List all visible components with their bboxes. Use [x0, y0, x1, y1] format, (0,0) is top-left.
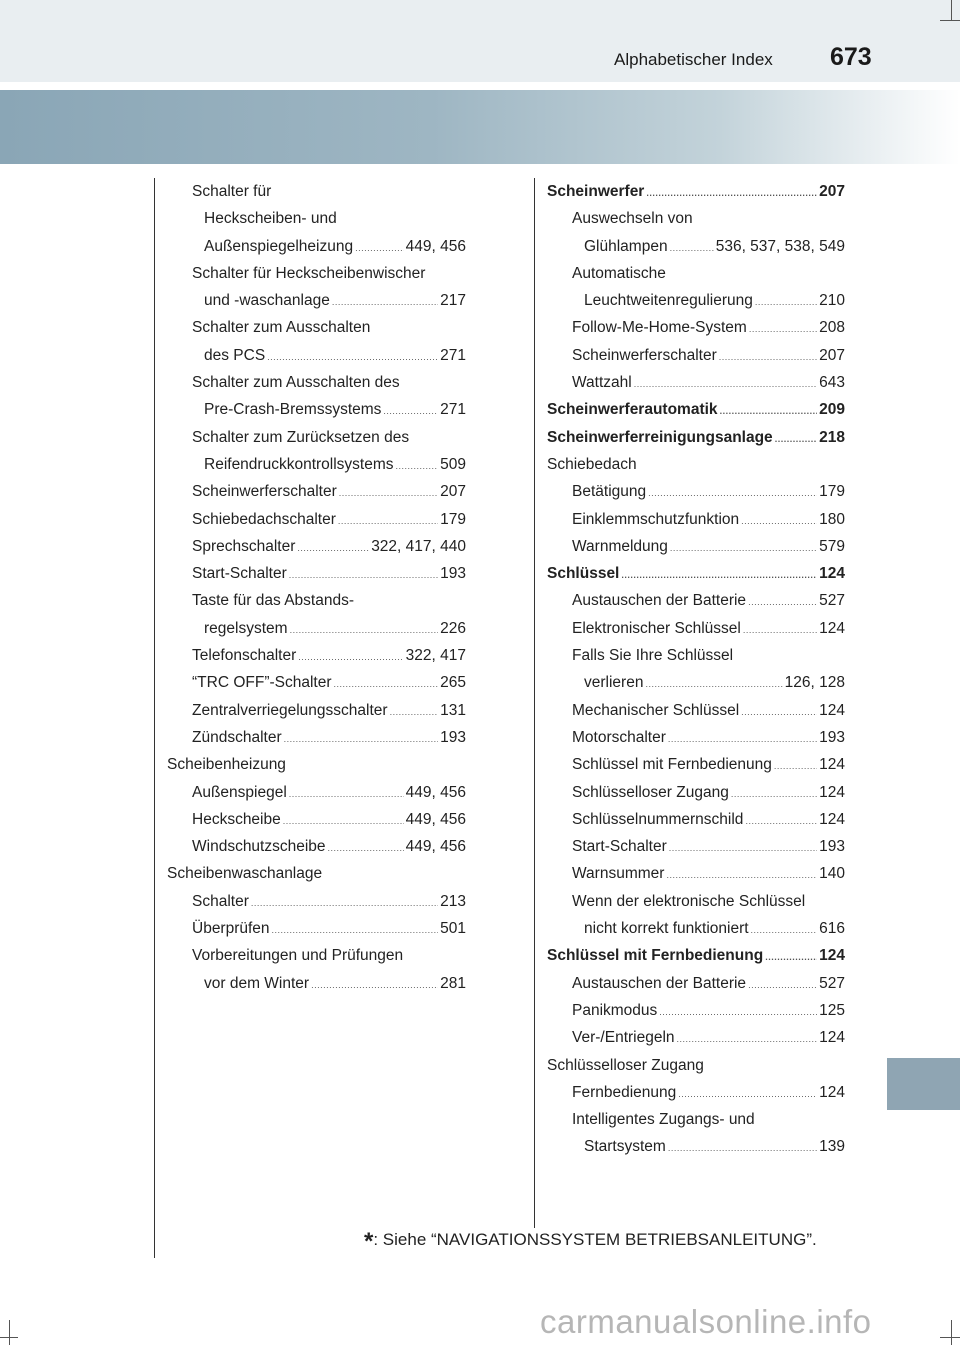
- index-entry-term: vor dem Winter: [204, 974, 310, 992]
- footnote-star: *: [364, 1228, 374, 1255]
- index-entry-page: 124: [819, 619, 845, 637]
- index-entry: [167, 642, 466, 669]
- index-entry-leader: [334, 671, 439, 698]
- index-entry-term: Vorbereitungen und Prüfungen: [192, 947, 404, 965]
- index-entry-page: 207: [819, 183, 845, 200]
- index-entry-page: 193: [440, 565, 466, 583]
- index-entry-term: Zündschalter: [192, 728, 282, 746]
- index-entry-term: Warnmeldung: [572, 537, 668, 555]
- index-entry-page: 125: [819, 1001, 845, 1019]
- index-entry-page: 179: [819, 483, 845, 501]
- index-entry-term: Panikmodus: [572, 1001, 658, 1019]
- index-entry-leader: [390, 699, 439, 726]
- index-entry-term: Scheinwerfer: [547, 183, 645, 200]
- index-entry: [547, 779, 845, 806]
- index-entry-term: Scheinwerferschalter: [572, 346, 717, 364]
- index-entry-term: Schalter zum Ausschalten: [192, 319, 371, 337]
- index-entry-leader: [338, 508, 438, 535]
- footnote-text: : Siehe “NAVIGATIONSSYSTEM BETRIEBSANLEITUNG”.: [373, 1230, 817, 1249]
- center-column-rule: [534, 178, 535, 1228]
- index-entry-term: Startsystem: [584, 1138, 666, 1156]
- index-entry-term: Schalter zum Zurücksetzen des: [192, 428, 410, 446]
- index-entry: [547, 369, 845, 396]
- footnote: [364, 1228, 817, 1256]
- index-entry-term: Ver-/Entriegeln: [572, 1029, 675, 1047]
- index-entry-page: 226: [440, 619, 466, 637]
- index-entry: [547, 478, 845, 505]
- index-entry-term: Scheinwerferreinigungsanlage: [547, 428, 773, 446]
- index-entry: [547, 396, 845, 423]
- index-entry: [167, 587, 466, 614]
- section-tab: [887, 1058, 960, 1110]
- index-entry: [167, 833, 466, 860]
- index-entry-leader: [284, 726, 439, 753]
- index-entry-page: 193: [440, 728, 466, 746]
- crop-mark-bottom-right-h: [940, 1337, 960, 1338]
- index-entry-term: Motorschalter: [572, 728, 666, 746]
- index-entry-term: Schalter: [192, 892, 249, 910]
- index-entry: [167, 615, 466, 642]
- index-entry-page: 322, 417, 440: [371, 537, 466, 555]
- index-entry: [547, 260, 845, 287]
- index-entry-term: Außenspiegel: [192, 783, 287, 801]
- index-entry: [167, 205, 466, 232]
- index-entry: [547, 1052, 845, 1079]
- index-entry-leader: [332, 289, 438, 316]
- index-entry: [167, 779, 466, 806]
- index-entry-page: 218: [819, 428, 845, 446]
- index-entry-leader: [355, 235, 404, 262]
- index-entry-term: “TRC OFF”-Schalter: [192, 674, 332, 692]
- index-entry-leader: [677, 1026, 818, 1053]
- index-entry-page: 536, 537, 538, 549: [715, 237, 845, 255]
- left-column-rule: [154, 178, 155, 1258]
- index-entry: [547, 506, 845, 533]
- index-entry-leader: [311, 972, 438, 999]
- index-entry: [167, 560, 466, 587]
- index-entry: [167, 669, 466, 696]
- index-entry-term: Fernbedienung: [572, 1083, 677, 1101]
- index-entry-leader: [283, 808, 404, 835]
- index-entry-leader: [743, 617, 817, 644]
- index-entry-leader: [774, 753, 817, 780]
- index-entry-leader: [741, 508, 817, 535]
- header-bar: [0, 0, 960, 82]
- index-entry: [167, 506, 466, 533]
- index-entry-page: 124: [819, 947, 845, 965]
- index-entry-page: 193: [819, 838, 845, 856]
- index-entry-term: Scheibenwaschanlage: [167, 865, 323, 883]
- index-entry-page: 207: [819, 346, 845, 364]
- index-entry: [167, 970, 466, 997]
- index-entry: [167, 451, 466, 478]
- index-entry: [547, 888, 845, 915]
- index-entry-leader: [751, 917, 818, 944]
- index-entry-term: Follow-Me-Home-System: [572, 319, 747, 337]
- index-entry-term: Pre-Crash-Bremssystems: [204, 401, 382, 419]
- index-entry: [547, 751, 845, 778]
- index-entry-leader: [720, 398, 818, 425]
- index-entry-page: 124: [819, 1083, 845, 1101]
- index-entry-page: 271: [440, 346, 466, 364]
- crop-mark-bottom-left-h: [0, 1337, 18, 1338]
- index-entry-page: 643: [819, 374, 845, 392]
- index-entry-page: 449, 456: [405, 783, 466, 801]
- index-entry: [167, 806, 466, 833]
- index-entry-term: Start-Schalter: [572, 838, 667, 856]
- index-entry-page: 193: [819, 728, 845, 746]
- index-entry-page: 579: [819, 537, 845, 555]
- index-entry-page: 124: [819, 701, 845, 719]
- index-entry-page: 140: [819, 865, 845, 883]
- index-entry-page: 217: [440, 292, 466, 310]
- index-entry-term: Wenn der elektronische Schlüssel: [572, 892, 806, 910]
- index-entry: [167, 860, 466, 887]
- index-entry-leader: [669, 835, 817, 862]
- index-entry-term: Austauschen der Batterie: [572, 974, 747, 992]
- index-entry-page: 271: [440, 401, 466, 419]
- index-entry-page: 527: [819, 974, 845, 992]
- index-entry-term: Scheibenheizung: [167, 756, 286, 774]
- index-entry-term: Glühlampen: [584, 237, 668, 255]
- index-entry-leader: [339, 480, 438, 507]
- index-entry-term: Auswechseln von: [572, 210, 693, 228]
- index-entry-page: 208: [819, 319, 845, 337]
- index-entry-term: Heckscheibe: [192, 810, 281, 828]
- index-entry-term: nicht korrekt funktioniert: [584, 920, 749, 938]
- index-entry: [167, 396, 466, 423]
- index-entry-page: 322, 417: [405, 647, 466, 665]
- index-entry-leader: [748, 589, 817, 616]
- crop-mark-top-right-h: [940, 20, 960, 21]
- index-entry-page: 616: [819, 920, 845, 938]
- index-entry-page: 124: [819, 783, 845, 801]
- index-entry: [167, 888, 466, 915]
- index-entry-leader: [678, 1081, 817, 1108]
- index-entry-page: 209: [819, 401, 845, 419]
- index-entry-term: des PCS: [204, 346, 266, 364]
- index-entry-page: 131: [440, 701, 466, 719]
- index-entry: [547, 233, 845, 260]
- index-entry-term: und -waschanlage: [204, 292, 330, 310]
- index-entry-term: Start-Schalter: [192, 565, 287, 583]
- index-entry-term: Schiebedach: [547, 455, 637, 473]
- index-entry-term: Schlüsselloser Zugang: [572, 783, 729, 801]
- index-entry-leader: [719, 344, 817, 371]
- index-entry-term: Wattzahl: [572, 374, 632, 392]
- index-entry-leader: [648, 480, 817, 507]
- index-entry-leader: [745, 808, 817, 835]
- index-entry-page: 213: [440, 892, 466, 910]
- index-entry-term: Schalter zum Ausschalten des: [192, 374, 400, 392]
- index-entry: [547, 178, 845, 205]
- index-entry: [167, 697, 466, 724]
- index-entry-term: Reifendruckkontrollsystems: [204, 455, 394, 473]
- index-entry-leader: [290, 617, 439, 644]
- index-entry-term: Schlüsselnummernschild: [572, 810, 744, 828]
- index-entry: [547, 697, 845, 724]
- index-entry: [547, 724, 845, 751]
- index-entry-term: Schlüssel: [547, 565, 620, 583]
- index-entry-term: Falls Sie Ihre Schlüssel: [572, 647, 734, 665]
- index-entry-term: regelsystem: [204, 619, 288, 637]
- index-entry-term: Betätigung: [572, 483, 647, 501]
- index-entry: [547, 314, 845, 341]
- index-entry-leader: [775, 426, 817, 453]
- index-entry: [547, 533, 845, 560]
- index-entry: [167, 233, 466, 260]
- index-entry-leader: [670, 535, 817, 562]
- index-entry-term: Schlüssel mit Fernbedienung: [547, 947, 764, 965]
- index-entry: [547, 342, 845, 369]
- index-entry-page: 509: [440, 455, 466, 473]
- header-title: Alphabetischer Index: [614, 50, 773, 69]
- index-entry-term: Schiebedachschalter: [192, 510, 336, 528]
- index-entry: [547, 587, 845, 614]
- index-entry-leader: [251, 890, 438, 917]
- index-entry: [547, 205, 845, 232]
- index-entry-page: 124: [819, 756, 845, 774]
- index-entry: [167, 751, 466, 778]
- index-entry: [167, 260, 466, 287]
- crop-mark-top-right: [951, 0, 952, 20]
- index-entry-term: Austauschen der Batterie: [572, 592, 747, 610]
- index-entry-leader: [297, 535, 369, 562]
- index-entry-term: Scheinwerferschalter: [192, 483, 337, 501]
- index-right-column: [547, 178, 845, 1161]
- index-entry: [547, 1079, 845, 1106]
- index-entry-term: Außenspiegelheizung: [204, 237, 354, 255]
- index-entry: [547, 860, 845, 887]
- index-entry-leader: [668, 1135, 817, 1162]
- index-entry: [547, 1106, 845, 1133]
- index-entry-page: 124: [819, 810, 845, 828]
- index-entry: [547, 997, 845, 1024]
- index-entry-page: 207: [440, 483, 466, 501]
- index-entry: [547, 1133, 845, 1160]
- index-entry-term: verlieren: [584, 674, 644, 692]
- index-entry-term: Automatische: [572, 264, 666, 282]
- index-entry: [547, 669, 845, 696]
- index-entry: [167, 369, 466, 396]
- index-entry-term: Leuchtweitenregulierung: [584, 292, 753, 310]
- index-entry-leader: [645, 671, 782, 698]
- index-entry-page: 124: [819, 1029, 845, 1047]
- index-entry: [167, 533, 466, 560]
- index-entry-page: 180: [819, 510, 845, 528]
- index-entry-leader: [289, 562, 438, 589]
- index-entry-leader: [670, 235, 714, 262]
- index-left-column: [167, 178, 466, 997]
- index-entry-term: Sprechschalter: [192, 537, 296, 555]
- index-entry-leader: [272, 917, 439, 944]
- index-entry-term: Intelligentes Zugangs- und: [572, 1111, 755, 1129]
- index-entry-term: Zentralverriegelungsschalter: [192, 701, 388, 719]
- index-entry-term: Heckscheiben- und: [204, 210, 337, 228]
- index-entry-term: Überprüfen: [192, 920, 270, 938]
- index-entry: [547, 560, 845, 587]
- crop-mark-bottom-right: [951, 1320, 952, 1345]
- index-entry-term: Schalter für Heckscheibenwischer: [192, 264, 426, 282]
- index-entry-term: Scheinwerferautomatik: [547, 401, 718, 419]
- index-entry: [547, 942, 845, 969]
- index-entry-leader: [634, 371, 817, 398]
- index-entry: [167, 724, 466, 751]
- index-entry-page: 501: [440, 920, 466, 938]
- index-entry: [167, 915, 466, 942]
- index-entry-page: 449, 456: [405, 237, 466, 255]
- index-entry: [167, 478, 466, 505]
- index-entry-page: 265: [440, 674, 466, 692]
- index-entry-term: Taste für das Abstands-: [192, 592, 354, 610]
- page-number: 673: [830, 43, 872, 71]
- index-entry-leader: [396, 453, 439, 480]
- index-entry-page: 449, 456: [405, 838, 466, 856]
- index-entry-leader: [749, 316, 817, 343]
- index-entry: [167, 178, 466, 205]
- index-entry: [547, 287, 845, 314]
- index-entry-page: 139: [819, 1138, 845, 1156]
- index-entry-leader: [298, 644, 403, 671]
- index-entry-leader: [383, 398, 438, 425]
- watermark: carmanualsonline.info: [540, 1303, 872, 1340]
- index-entry-term: Elektronischer Schlüssel: [572, 619, 741, 637]
- index-entry: [547, 451, 845, 478]
- index-entry-leader: [621, 562, 817, 589]
- index-entry-leader: [659, 999, 817, 1026]
- index-entry: [547, 806, 845, 833]
- index-entry-page: 210: [819, 292, 845, 310]
- index-entry: [167, 287, 466, 314]
- index-entry-leader: [668, 726, 817, 753]
- index-entry: [547, 615, 845, 642]
- index-entry: [167, 314, 466, 341]
- index-entry-leader: [765, 944, 817, 971]
- index-entry: [547, 915, 845, 942]
- index-entry-term: Warnsummer: [572, 865, 665, 883]
- index-entry-term: Schalter für: [192, 183, 272, 200]
- index-entry-page: 281: [440, 974, 466, 992]
- index-entry-leader: [755, 289, 817, 316]
- index-entry-leader: [731, 781, 817, 808]
- index-entry-leader: [289, 781, 404, 808]
- index-entry-page: 126, 128: [784, 674, 845, 692]
- index-entry-leader: [748, 972, 817, 999]
- header-banner: [0, 90, 960, 164]
- index-entry: [547, 833, 845, 860]
- crop-mark-bottom-left: [9, 1320, 10, 1345]
- index-entry-term: Windschutzscheibe: [192, 838, 326, 856]
- index-entry: [167, 424, 466, 451]
- index-entry: [547, 970, 845, 997]
- index-entry-leader: [646, 180, 817, 207]
- index-entry: [167, 942, 466, 969]
- index-entry-leader: [267, 344, 438, 371]
- index-entry-leader: [741, 699, 817, 726]
- index-entry-page: 179: [440, 510, 466, 528]
- index-entry-page: 449, 456: [405, 810, 466, 828]
- index-entry: [167, 342, 466, 369]
- index-entry-page: 124: [819, 565, 845, 583]
- index-entry-leader: [328, 835, 404, 862]
- index-entry: [547, 424, 845, 451]
- index-entry-leader: [666, 862, 817, 889]
- index-entry-term: Schlüssel mit Fernbedienung: [572, 756, 772, 774]
- index-entry: [547, 642, 845, 669]
- index-entry-term: Mechanischer Schlüssel: [572, 701, 740, 719]
- index-entry-page: 527: [819, 592, 845, 610]
- index-entry: [547, 1024, 845, 1051]
- index-entry-term: Schlüsselloser Zugang: [547, 1056, 704, 1074]
- index-entry-term: Telefonschalter: [192, 647, 297, 665]
- index-entry-term: Einklemmschutzfunktion: [572, 510, 740, 528]
